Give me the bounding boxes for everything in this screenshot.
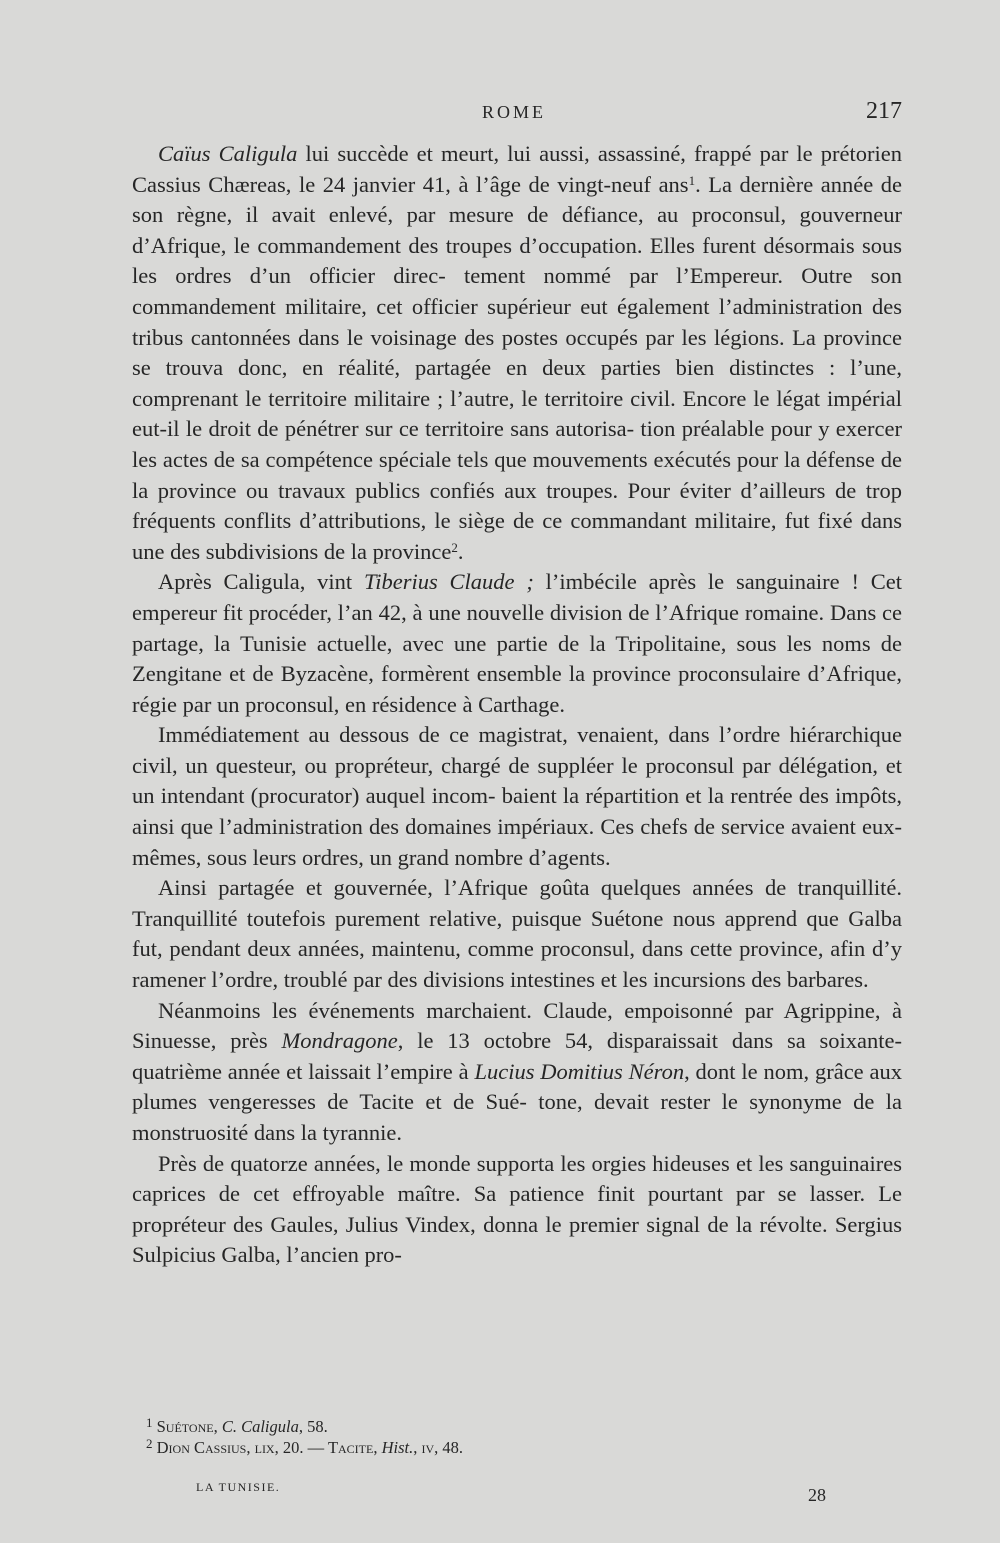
running-head [132, 98, 902, 128]
text-run: , lix, 20. — [246, 1438, 328, 1457]
footnote-author: Dion Cassius [156, 1438, 247, 1457]
paragraph-3: Immédiatement au dessous de ce magistrat, venaient, dans l’ordre hiérarchique civil, un questeur, ou propréteur, chargé de suppléer le proconsul par délégation, et un intendant (procurator) auquel incom- baient la répartition et la rentrée des impôts, ainsi que l’administration des domaines impériaux. Ces chefs de service avaient eux-mêmes, sous leurs ordres, un grand nombre d’agents. [132, 722, 902, 870]
text-run: l’imbécile après le sanguinaire ! Cet empereur fit procéder, l’an 42, à une nouvelle division de l’Afrique romaine. Dans ce partage, la Tunisie actuelle, avec une partie de la Tripolitaine, sous les noms de Zengitane et de Byzacène, formèrent ensemble la province proconsulaire d’Afrique, régie par un proconsul, en résidence à Carthage. [132, 569, 902, 717]
footnote-1 [146, 1416, 846, 1437]
footnotes [146, 1416, 846, 1458]
text-run: lui succède et meurt, lui aussi, assassiné, frappé par le prétorien Cassius Chæreas, le 24 janvier 41, à l’âge de vingt-neuf ans [132, 141, 902, 197]
footnote-author: Tacite [327, 1438, 374, 1457]
footnote-ref-2[interactable]: 2 [451, 539, 458, 555]
footnote-2 [146, 1437, 846, 1458]
paragraph-2 [132, 567, 902, 720]
running-title: ROME [482, 102, 547, 122]
text-run: , le 13 octobre 54, disparaissait dans sa soixante-quatrième année et laissait l’empire à [132, 1028, 902, 1084]
emphasis: Lucius Domitius Néron [474, 1058, 685, 1084]
text-run: Après Caligula, vint [158, 569, 364, 595]
text-run: , dont le nom, grâce aux plumes vengeresses de Tacite et de Sué- tone, devait rester le synonyme de la monstruosité dans la tyrannie. [132, 1058, 903, 1145]
text-run: . La dernière année de son règne, il avait enlevé, par mesure de défiance, au proconsul, gouverneur d’Afrique, le commandement des troupes d’occupation. Elles furent désormais sous les ordres d’un officier direc- tement nommé par l’Empereur. Outre son commandement militaire, cet officier supérieur eut également l’administration des tribus cantonnées dans le voisinage des postes occupés par les légions. La province se trouva donc, en réalité, partagée en deux parties bien distinctes : l’une, comprenant le territoire militaire ; l’autre, le territoire civil. Encore le légat impérial eut-il le droit de pénétrer sur ce territoire sans autorisa- tion préalable pour y exercer les actes de sa compétence spéciale tels que mouvements exécutés pour la défense de la province ou travaux publics confiés aux troupes. Pour éviter d’ailleurs de trop fréquents conflits d’attributions, le siège de ce commandant militaire, fut fixé dans une des subdivisions de la province [132, 171, 902, 564]
footnote-author: Suétone [156, 1417, 214, 1436]
footnote-mark: 2 [146, 1436, 153, 1451]
paragraph-5 [132, 996, 902, 1149]
paragraph-1 [132, 139, 902, 567]
footnote-mark: 1 [146, 1415, 153, 1430]
sheet-number: 28 [808, 1485, 826, 1505]
page-number: 217 [866, 98, 902, 124]
footnote-ref-1[interactable]: 1 [688, 172, 696, 188]
text-run: , 58. [298, 1417, 328, 1436]
text-run: Néanmoins les événements marchaient. Claude, empoisonné par Agrippine, à Sinuesse, près [132, 997, 902, 1054]
paragraph-6: Près de quatorze années, le monde supporta les orgies hideuses et les sanguinaires caprices de cet effroyable maître. Sa patience finit pourtant par se lasser. Le propréteur des Gaules, Julius Vindex, donna le premier signal de la révolte. Sergius Sulpicius Galba, l’ancien pro- [132, 1150, 902, 1268]
text-run: , [213, 1417, 222, 1436]
emphasis: Tiberius Claude ; [363, 569, 534, 595]
text-run: , [373, 1438, 382, 1457]
text-run: . [457, 538, 464, 564]
printer-signature: LA TUNISIE. [196, 1480, 281, 1494]
emphasis: Caïus Caligula [158, 141, 298, 166]
emphasis: Mondragone [281, 1028, 398, 1054]
body-text [132, 139, 902, 1271]
footnote-title: Hist. [381, 1438, 414, 1457]
footnote-title: C. Caligula [221, 1417, 299, 1436]
paragraph-4: Ainsi partagée et gouvernée, l’Afrique goûta quelques années de tranquillité. Tranquillité toutefois purement relative, puisque Suétone nous apprend que Galba fut, pendant deux années, maintenu, comme proconsul, dans cette province, afin d’y ramener l’ordre, troublé par des divisions intestines et les incursions des barbares. [132, 875, 902, 993]
text-run: , iv, 48. [413, 1438, 464, 1457]
